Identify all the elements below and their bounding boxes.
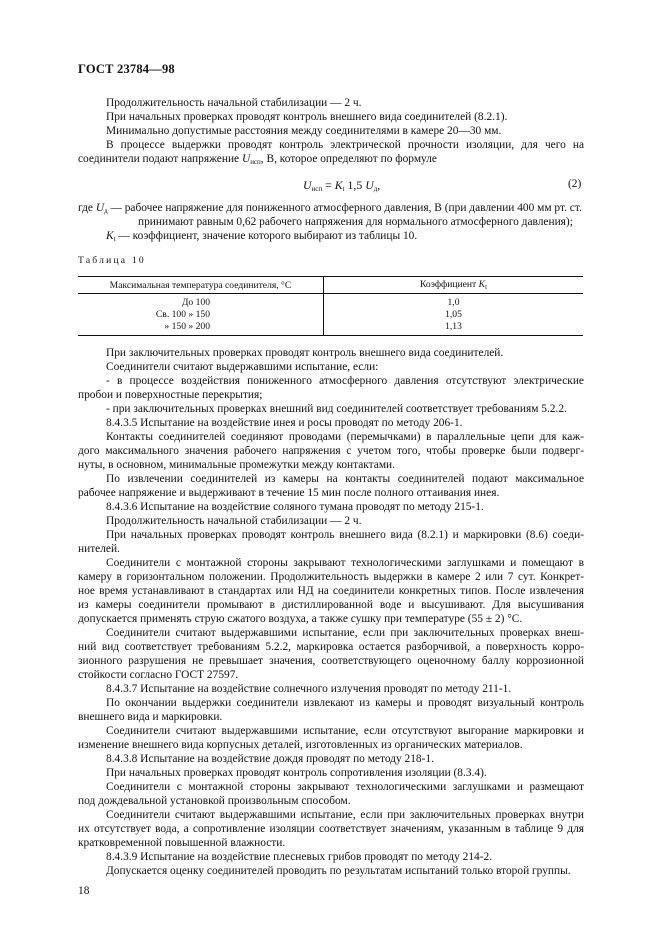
text-line: Соединители считают выдержавшими испытание, если: <box>106 361 379 373</box>
formula-k-subscript: t <box>342 185 345 193</box>
text-line: стойкости согласно ГОСТ 27597. <box>78 669 239 681</box>
table-row <box>78 321 583 336</box>
column-header-coefficient <box>324 277 584 294</box>
symbol-k: K <box>478 279 486 290</box>
table-row <box>78 309 583 321</box>
text-fragment: где <box>78 202 93 214</box>
text-line: - в процессе воздействия пониженного атмосферного давления отсутствуют электрические <box>106 375 584 387</box>
symbol-u: U <box>95 202 105 214</box>
formula-number: (2) <box>568 178 582 190</box>
text-line: допускается применять струю сжатого воздуха, а также сушку при температуре (55 ± 2) °С. <box>78 613 523 625</box>
table-cell-temp: До 100 <box>78 294 324 310</box>
table-cell-temp: » 150 » 200 <box>78 321 324 336</box>
text-fragment: — рабочее напряжение для пониженного атмосферного давления, В (при давлении 400 мм рт. ст. <box>107 202 582 214</box>
text-line: рабочее напряжение и выдерживают в течение 15 мин после полного оттаивания инея. <box>78 487 500 499</box>
symbol-k: K <box>106 230 114 242</box>
text-line: под дождевальной установкой произвольным способом. <box>78 795 351 807</box>
page-number: 18 <box>78 885 90 897</box>
column-header-temperature: Максимальная температура соединителя, °С <box>78 277 324 294</box>
table-caption: Таблица 10 <box>78 255 146 266</box>
formula-lhs-subscript: исп <box>311 185 323 193</box>
text-line: При начальных проверках проводят контроль внешнего вида (8.2.1) и маркировки (8.6) соеди- <box>106 529 584 541</box>
text-fragment: — коэффициент, значение которого выбирают из таблицы 10. <box>115 230 418 242</box>
text-line: Соединители считают выдержавшими испытание, если при заключительных проверках внеш- <box>106 627 584 639</box>
formula-coefficient: 1,5 <box>344 178 366 192</box>
section-heading: 8.4.3.8 Испытание на воздействие дождя проводят по методу 218-1. <box>106 753 434 765</box>
text-line: Соединители считают выдержавшими испытание, если при заключительных проверках внутри <box>106 809 584 821</box>
table-header-row <box>78 277 583 294</box>
text-line: При заключительных проверках проводят контроль внешнего вида соединителей. <box>106 347 504 359</box>
text-line: По извлечении соединителей из камеры на контакты соединителей подают максимальное <box>106 473 584 485</box>
section-heading: 8.4.3.9 Испытание на воздействие плесневых грибов проводят по методу 214-2. <box>106 851 493 863</box>
text-line: из камеры соединители промывают в дистиллированной воде и высушивают. Для высушивания <box>78 599 584 611</box>
symbol-u: U <box>241 153 251 165</box>
symbol-subscript: исп <box>250 158 261 166</box>
formula-comma: , <box>377 178 381 192</box>
formula-u: U <box>365 178 374 192</box>
text-line: По окончании выдержки соединители извлекают из камеры и проводят визуальный контроль <box>106 697 584 709</box>
text-line: зионного разрушения не превышает значения, соответствующего оценочному баллу коррозионной <box>78 655 584 667</box>
symbol-subscript: д <box>104 207 108 215</box>
formula-equals: = <box>322 178 335 192</box>
text-line: ное время устанавливают в стандартах или НД на соединители конкретных типов. После извлечения <box>78 585 584 597</box>
text-fragment: соединители подают напряжение <box>78 153 240 165</box>
text-line: пробои и поверхностные перекрытия; <box>78 389 263 401</box>
text-line: Контакты соединителей соединяют проводами (перемычками) в параллельные цепи для каж- <box>106 431 584 443</box>
section-heading: 8.4.3.7 Испытание на воздействие солнечного излучения проводят по методу 211-1. <box>106 683 512 695</box>
text-line: В процессе выдержки проводят контроль электрической прочности изоляции, для чего на <box>106 139 584 151</box>
text-line: кратковременной повышенной влажности. <box>78 837 286 849</box>
section-heading: 8.4.3.6 Испытание на воздействие соляного тумана проводят по методу 215-1. <box>106 501 484 513</box>
text-line: принимают равным 0,62 рабочего напряжения для нормального атмосферного давления); <box>138 216 573 228</box>
text-line: Соединители с монтажной стороны закрывают технологическими заглушками и помещают в <box>106 557 584 569</box>
formula-2 <box>303 178 380 193</box>
definition-kt <box>106 229 417 246</box>
text-fragment: , В, которое определяют по формуле <box>260 153 437 165</box>
text-line: Соединители считают выдержавшими испытание, если отсутствуют выгорание маркировки и <box>106 725 584 737</box>
text-line: их отсутствует вода, а сопротивление изоляции соответствует значениям, указанным в таблице 9 для <box>78 823 584 835</box>
standard-header: ГОСТ 23784—98 <box>78 62 175 76</box>
text-line: ний вид соответствует требованиям 5.2.2, маркировка остается разборчивой, а поверхность корро- <box>78 641 584 653</box>
text-line: дого максимального значения рабочего напряжения с учетом того, чтобы проверке были подверг- <box>78 445 584 457</box>
text-line: изменение внешнего вида корпусных деталей, изготовленных из органических материалов. <box>78 739 523 751</box>
table-row <box>78 294 583 310</box>
formula-lhs: U <box>303 178 312 192</box>
text-line <box>78 152 437 169</box>
text-line: Допускается оценку соединителей проводить по результатам испытаний только второй группы. <box>106 865 571 877</box>
formula-u-subscript: д <box>373 185 378 193</box>
symbol-subscript: t <box>485 283 488 291</box>
header-text: Коэффициент <box>419 279 477 290</box>
text-line: Соединители с монтажной стороны закрывают технологическими заглушками и размещают <box>106 781 584 793</box>
formula-k: K <box>334 178 343 192</box>
text-line: Продолжительность начальной стабилизации — 2 ч. <box>106 97 362 109</box>
symbol-subscript: t <box>113 235 116 243</box>
table-cell-k: 1,13 <box>324 321 584 336</box>
table-cell-k: 1,0 <box>447 297 460 308</box>
section-heading: 8.4.3.5 Испытание на воздействие инея и росы проводят по методу 206-1. <box>106 417 463 429</box>
table-cell-temp: Св. 100 » 150 <box>78 309 324 321</box>
table-cell-k: 1,05 <box>445 309 462 320</box>
text-line: камеру в горизонтальном положении. Продолжительность выдержки в камере 2 или 7 сут. Конкрет- <box>78 571 584 583</box>
text-line: нуты, в основном, минимальные промежутки между контактами. <box>78 459 395 471</box>
text-line: внешнего вида и маркировки. <box>78 711 223 723</box>
table-10 <box>78 276 583 336</box>
text-line: При начальных проверках проводят контроль внешнего вида соединителей (8.2.1). <box>106 111 508 123</box>
text-line: Минимально допустимые расстояния между соединителями в камере 20—30 мм. <box>106 125 502 137</box>
text-line: Продолжительность начальной стабилизации — 2 ч. <box>106 515 362 527</box>
text-line: - при заключительных проверках внешний вид соединителей соответствует требованиям 5.2.2. <box>106 403 567 415</box>
text-line: При начальных проверках проводят контроль сопротивления изоляции (8.3.4). <box>106 767 487 779</box>
text-line: нителей. <box>78 543 120 555</box>
